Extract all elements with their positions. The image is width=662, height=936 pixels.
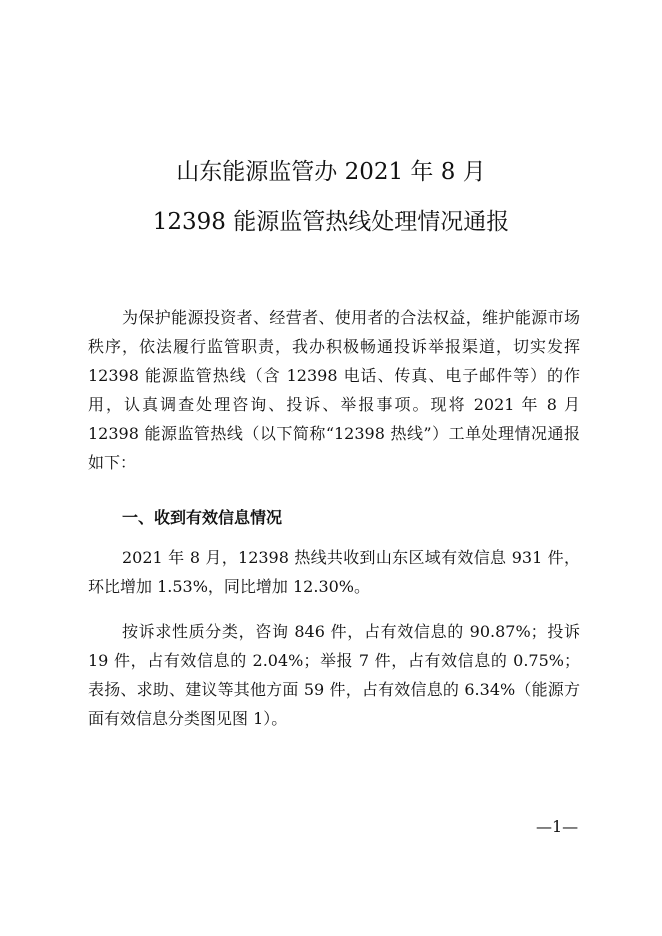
intro-paragraph: 为保护能源投资者、经营者、使用者的合法权益，维护能源市场秩序，依法履行监管职责，我办积极畅通投诉举报渠道，切实发挥 12398 能源监管热线（含 12398 电话、传真、电子邮件等）的作用，认真调查处理咨询、投诉、举报事项。现将 2021 年 8 月 12398 能源监管热线（以下简称“12398 热线”）工单处理情况通报如下：: [88, 308, 580, 472]
section1-paragraph-1: 2021 年 8 月，12398 热线共收到山东区域有效信息 931 件，环比增加 1.53%，同比增加 12.30%。: [88, 548, 580, 596]
document-title: [0, 158, 662, 258]
page-number: —1—: [536, 817, 579, 836]
section1-paragraph2-container: [88, 617, 580, 733]
section1-paragraph-2: 按诉求性质分类，咨询 846 件，占有效信息的 90.87%；投诉 19 件，占有效信息的 2.04%；举报 7 件，占有效信息的 0.75%；表扬、求助、建议等其他方面 59 件，占有效信息的 6.34%（能源方面有效信息分类图见图 1）。: [88, 622, 580, 728]
title-line-1: 山东能源监管办 2021 年 8 月: [176, 159, 486, 185]
section1-paragraph1-container: [88, 543, 580, 601]
section-heading-1: 一、收到有效信息情况: [122, 508, 283, 527]
intro-paragraph-container: [88, 303, 580, 477]
title-line-2: 12398 能源监管热线处理情况通报: [152, 209, 510, 235]
